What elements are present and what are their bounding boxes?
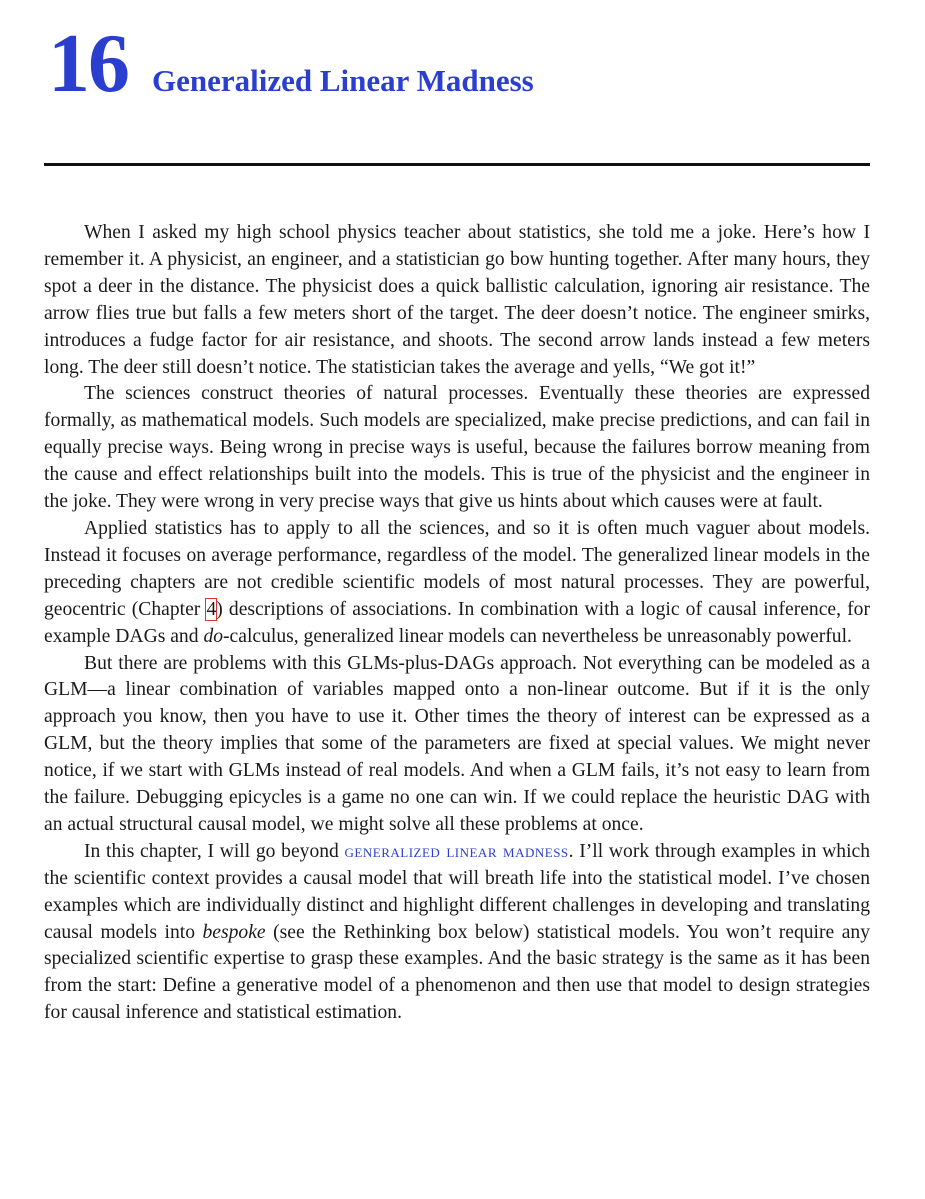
chapter-heading — [48, 17, 534, 110]
emphasis-do: do — [203, 625, 224, 647]
text-span: In this chapter, I will go beyond — [84, 840, 345, 862]
paragraph-this-chapter — [44, 839, 870, 1027]
emphasis-bespoke: bespoke — [202, 921, 266, 943]
paragraph-glm-problems: But there are problems with this GLMs-plus-DAGs approach. Not everything can be modeled as a GLM—a linear combination of variables mapped onto a non-linear outcome. But if it is the only approach you know, then you have to use it. Other times the theory of interest can be expressed as a GLM, but the theory implies that some of the parameters are fixed at special values. We might never notice, if we start with GLMs instead of real models. And when a GLM fails, it’s not easy to learn from the failure. Debugging epicycles is a game no one can win. If we could replace the heuristic DAG with an actual structural causal model, we might solve all these problems at once. — [44, 652, 870, 835]
chapter-4-link[interactable]: 4 — [206, 598, 217, 620]
chapter-title: Generalized Linear Madness — [152, 63, 534, 98]
paragraph-joke: When I asked my high school physics teacher about statistics, she told me a joke. Here’s how I remember it. A physicist, an engineer, and a statistician go bow hunting together. After many hours, they spot a deer in the distance. The physicist does a quick ballistic calculation, ignoring air resistance. The arrow flies true but falls a few meters short of the target. The deer doesn’t notice. The engineer smirks, introduces a fudge factor for air resistance, and shoots. The second arrow lands instead a few meters long. The deer still doesn’t notice. The statistician takes the average and yells, “We got it!” — [44, 222, 870, 378]
text-span: . I’ll work through examples in which the scientific context provides a causal model that will breath life into the statistical model. I’ve chosen examples which are individually distinct and highlight different challenges in developing and translating causal models into — [44, 840, 871, 943]
text-span: Applied statistics has to apply to all the sciences, and so it is often much vaguer about models. Instead it focuses on average performance, regardless of the model. The generalized linear models in the preceding chapters are not credible scientific models of most natural processes. They are powerful, geocentric (Chapter — [44, 517, 870, 620]
paragraph-sciences: The sciences construct theories of natural processes. Eventually these theories are expressed formally, as mathematical models. Such models are specialized, make precise predictions, and can fail in equally precise ways. Being wrong in precise ways is useful, because the failures borrow meaning from the cause and effect relationships built into the models. This is true of the physicist and the engineer in the joke. They were wrong in very precise ways that give us hints about which causes were at fault. — [44, 383, 870, 513]
text-span: ) descriptions of associations. In combination with a logic of causal inference, for example DAGs and — [44, 598, 870, 647]
key-term: generalized linear madness — [344, 840, 569, 862]
heading-rule — [44, 163, 870, 166]
chapter-number: 16 — [48, 17, 128, 110]
chapter-body — [44, 220, 870, 1027]
paragraph-applied-statistics — [44, 516, 870, 651]
text-span: (see the Rethinking box below) statistical models. You won’t require any specialized scientific expertise to grasp these examples. And the basic strategy is the same as it has been from the start: Define a generative model of a phenomenon and then use that model to design strategies for causal inference and statistical estimation. — [44, 921, 870, 1024]
text-span: -calculus, generalized linear models can nevertheless be unreasonably powerful. — [223, 625, 852, 647]
